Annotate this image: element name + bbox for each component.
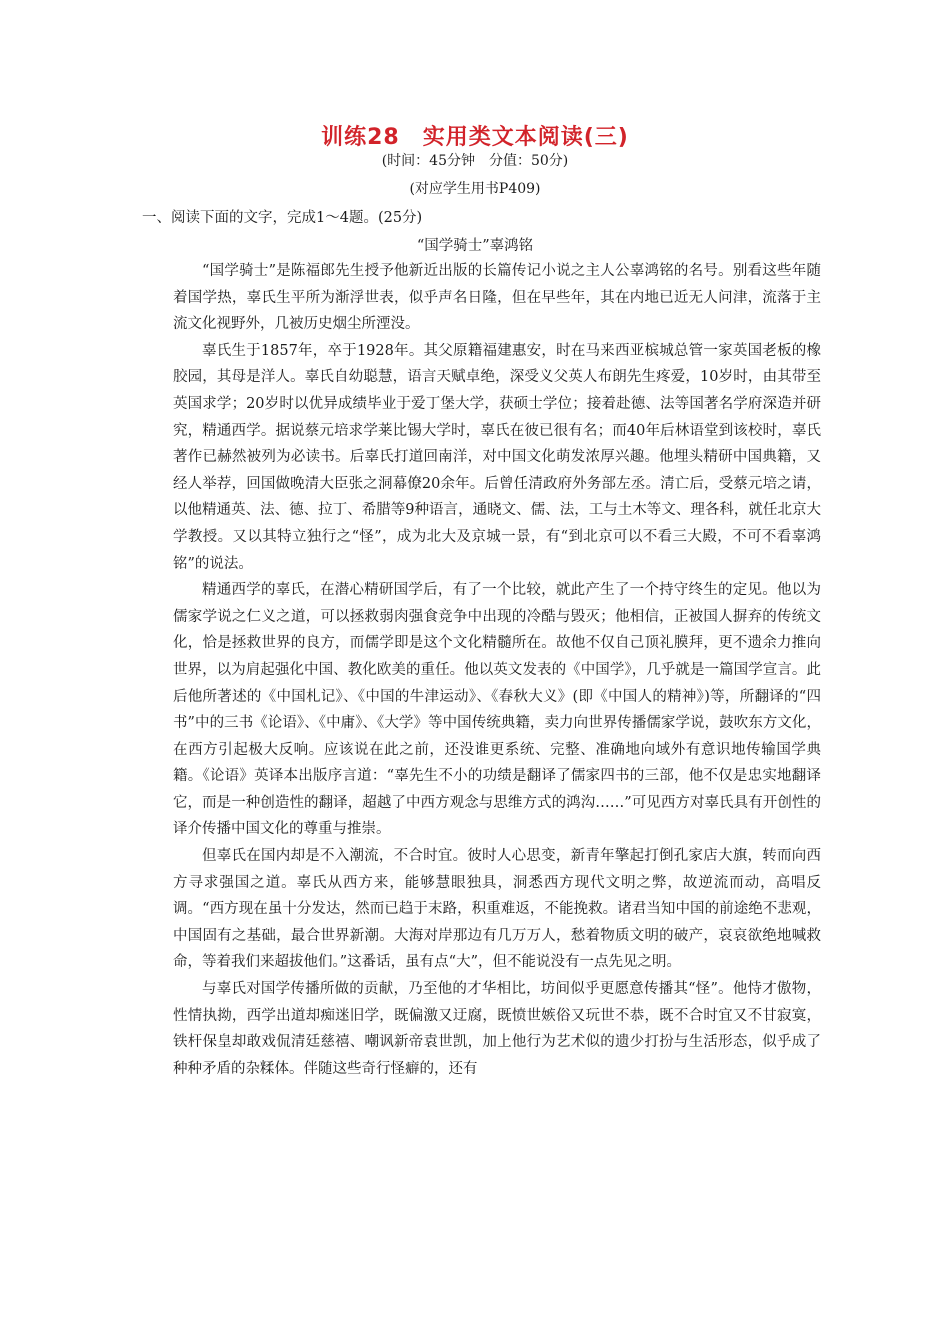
paragraph: 精通西学的辜氏，在潜心精研国学后，有了一个比较，就此产生了一个持守终生的定见。他以为儒家学说之仁义之道，可以拯救弱肉强食竞争中出现的冷酷与毁灭；他相信，正被国人摒弃的传统文化，恰是拯救世界的良方，而儒学即是这个文化精髓所在。故他不仅自己顶礼膜拜，更不遗余力推向世界，以为肩起强化中国、教化欧美的重任。他以英文发表的《中国学》，几乎就是一篇国学宣言。此后他所著述的《中国札记》、《中国的牛津运动》、《春秋大义》(即《中国人的精神》)等，所翻译的“四书”中的三书《论语》、《中庸》、《大学》等中国传统典籍，卖力向世界传播儒家学说，鼓吹东方文化，在西方引起极大反响。应该说在此之前，还没谁更系统、完整、准确地向域外有意识地传输国学典籍。《论语》英译本出版序言道：“辜先生不小的功绩是翻译了儒家四书的三部，他不仅是忠实地翻译它，而是一种创造性的翻译，超越了中西方观念与思维方式的鸿沟……”可见西方对辜氏具有开创性的译介传播中国文化的尊重与推崇。 bbox=[173, 582, 821, 838]
book-reference: (对应学生用书P409) bbox=[409, 181, 541, 197]
article-title: “国学骑士”辜鸿铭 bbox=[416, 238, 534, 254]
article-body bbox=[173, 258, 821, 1082]
paragraph: 辜氏生于1857年，卒于1928年。其父原籍福建惠安，时在马来西亚槟城总管一家英国老板的橡胶园，其母是洋人。辜氏自幼聪慧，语言天赋卓绝，深受义父英人布朗先生疼爱，10岁时，由其带至英国求学；20岁时以优异成绩毕业于爱丁堡大学，获硕士学位；接着赴德、法等国著名学府深造并研究，精通西学。据说蔡元培求学莱比锡大学时，辜氏在彼已很有名；而40年后林语堂到该校时，辜氏著作已赫然被列为必读书。后辜氏打道回南洋，对中国文化萌发浓厚兴趣。他埋头精研中国典籍，又经人举荐，回国做晚清大臣张之洞幕僚20余年。后曾任清政府外务部左丞。清亡后，受蔡元培之请，以他精通英、法、德、拉丁、希腊等9种语言，通晓文、儒、法，工与土木等文、理各科，就任北京大学教授。又以其特立独行之“怪”，成为北大及京城一景，有“到北京可以不看三大殿，不可不看辜鸿铭”的说法。 bbox=[173, 342, 821, 572]
page-title: 训练28 实用类文本阅读(三) bbox=[321, 125, 629, 150]
time-score-info: (时间：45分钟 分值：50分) bbox=[381, 153, 569, 169]
paragraph: “国学骑士”是陈福郎先生授予他新近出版的长篇传记小说之主人公辜鸿铭的名号。别看这些年随着国学热，辜氏生平所为渐浮世表，似乎声名日隆，但在早些年，其在内地已近无人问津，流落于主流文化视野外，几被历史烟尘所湮没。 bbox=[173, 263, 821, 333]
section-instruction: 一、阅读下面的文字，完成1～4题。(25分) bbox=[142, 210, 423, 226]
paragraph: 与辜氏对国学传播所做的贡献，乃至他的才华相比，坊间似乎更愿意传播其“怪”。他恃才傲物，性情执拗，西学出道却痴迷旧学，既偏激又迂腐，既愤世嫉俗又玩世不恭，既不合时宜又不甘寂寞，铁杆保皇却敢戏侃清廷慈禧、嘲讽新帝袁世凯，加上他行为艺术似的遗少打扮与生活形态，似乎成了种种矛盾的杂糅体。伴随这些奇行怪癖的，还有 bbox=[173, 981, 821, 1077]
paragraph: 但辜氏在国内却是不入潮流，不合时宜。彼时人心思变，新青年擎起打倒孔家店大旗，转而向西方寻求强国之道。辜氏从西方来，能够慧眼独具，洞悉西方现代文明之弊，故逆流而动，高唱反调。“西方现在虽十分发达，然而已趋于末路，积重难返，不能挽救。诸君当知中国的前途绝不悲观，中国固有之基础，最合世界新潮。大海对岸那边有几万万人，愁着物质文明的破产，哀哀欲绝地喊救命，等着我们来超拔他们。”这番话，虽有点“大”，但不能说没有一点先见之明。 bbox=[173, 848, 821, 971]
